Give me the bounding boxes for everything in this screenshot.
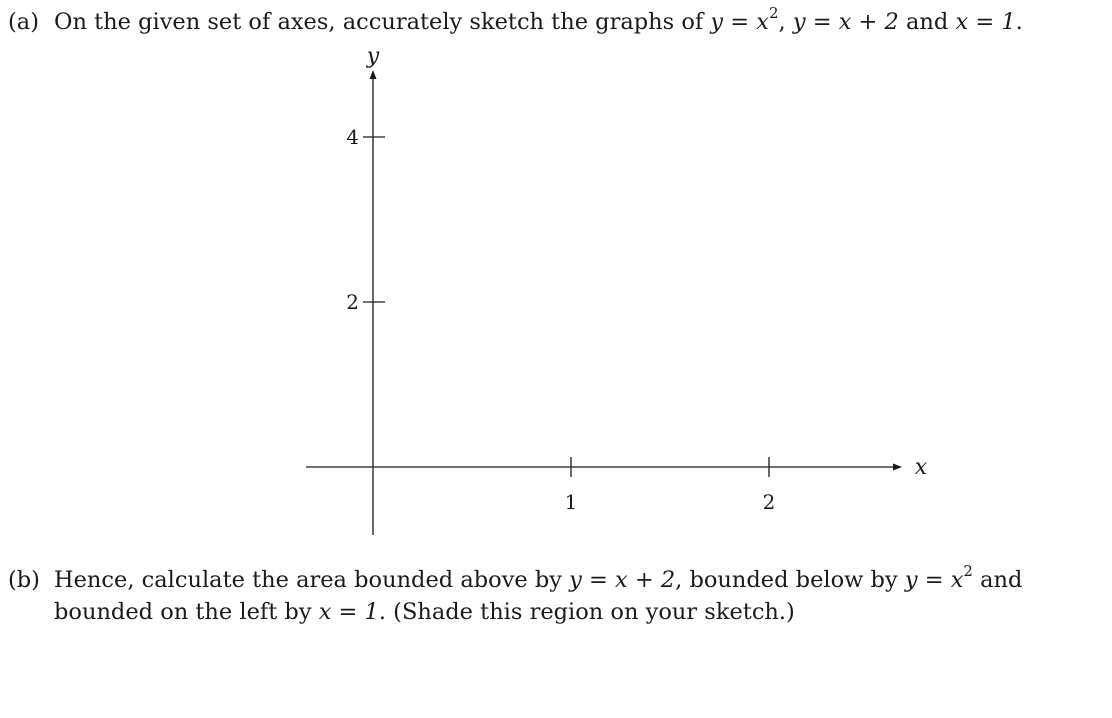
part-a-end: .	[1015, 9, 1023, 35]
part-b-eq1: y = x + 2	[569, 567, 676, 593]
part-b-line1-mid: , bounded below by	[675, 567, 905, 593]
y-tick-label-2: 2	[346, 290, 359, 314]
part-a-eq1-exponent: 2	[768, 3, 779, 22]
x-tick-label-1: 1	[564, 490, 578, 514]
part-b-eq2-exponent: 2	[963, 561, 973, 580]
part-b-line1-before: Hence, calculate the area bounded above by	[54, 567, 570, 593]
part-b-eq2-base: y = x	[904, 567, 964, 593]
part-a-eq2: y = x + 2	[792, 9, 899, 35]
x-axis-arrow	[893, 464, 902, 471]
part-b-line1-end: and	[972, 567, 1023, 593]
part-b-line2-end: . (Shade this region on your sketch.)	[378, 599, 795, 625]
x-axis-label: x	[914, 455, 928, 480]
y-axis-arrow	[370, 70, 377, 79]
question-part-b-line2	[54, 596, 795, 628]
part-a-sep2: and	[898, 9, 956, 35]
part-a-eq1-rhs: = x	[723, 9, 769, 35]
part-a-eq1-lhs: y	[710, 9, 724, 35]
x-tick-label-2: 2	[762, 490, 776, 514]
part-a-eq3: x = 1	[955, 9, 1016, 35]
part-b-line2-before: bounded on the left by	[54, 599, 319, 625]
part-b-label: (b)	[8, 567, 40, 593]
part-b-eq3: x = 1	[318, 599, 379, 625]
part-a-sep1: ,	[778, 9, 793, 35]
y-tick-label-4: 4	[346, 125, 359, 149]
y-axis-label: y	[366, 44, 380, 69]
part-a-text: On the given set of axes, accurately sketch the graphs of	[54, 9, 711, 35]
y-ticks	[346, 125, 385, 314]
part-a-label: (a)	[8, 9, 39, 35]
question-part-b-line1	[8, 561, 1023, 596]
x-ticks	[565, 457, 776, 514]
